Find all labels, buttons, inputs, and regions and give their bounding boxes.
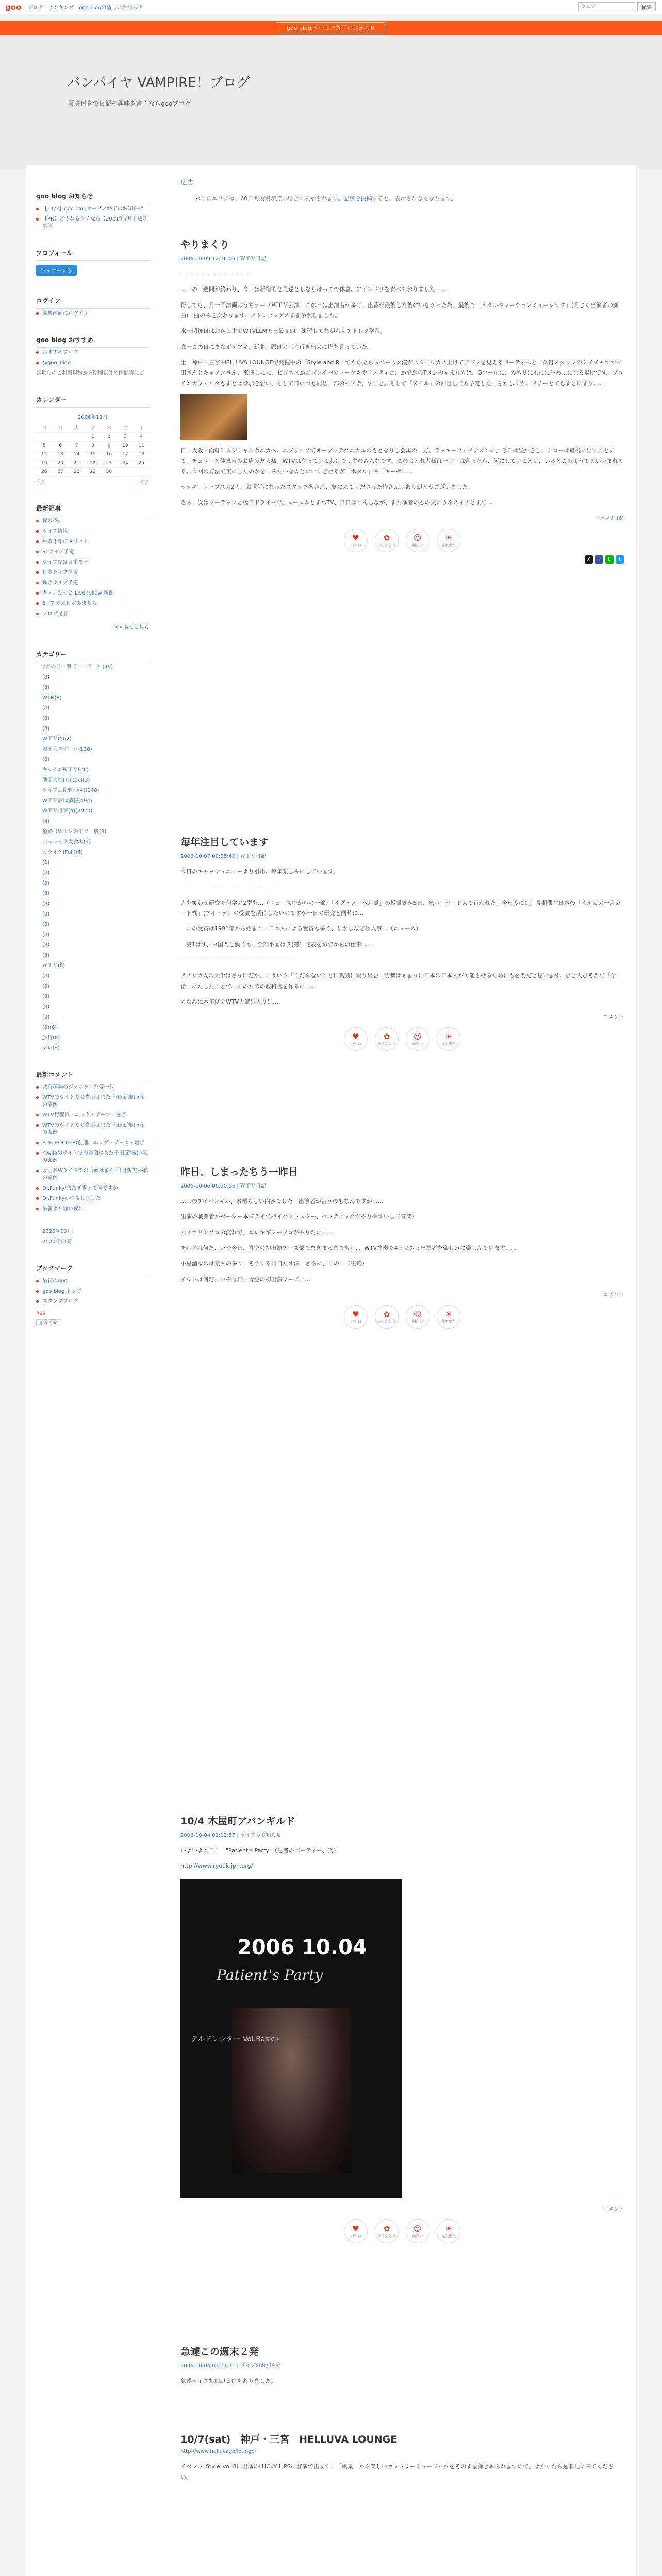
calendar-week: 19 20 21 22 23 24 25 [36,459,150,468]
info-list [36,204,150,232]
profile-heading: プロフィール [36,244,150,261]
reaction-thanks-button[interactable]: ✿ ありがとう [375,529,399,552]
category-item[interactable]: (8) [42,891,50,896]
category-item[interactable]: WＴＶ行事(4)(2020) [42,808,93,814]
event-poster[interactable] [180,1879,402,2198]
entry-photo[interactable] [180,394,247,440]
category-item[interactable]: (8) [42,901,50,907]
reaction-funny-button[interactable]: ☺ 面白い [406,1305,429,1329]
reaction-like-button[interactable]: ♥ いいね [344,2219,368,2243]
calendar-nav [36,477,150,487]
bullet-icon [36,561,39,564]
category-item[interactable]: (8) [42,880,50,886]
bullet-icon [36,1208,39,1210]
comment-item[interactable]: PUB ROCKER(前進、エッグ・デーツ・過ぎ [36,1138,150,1148]
comment-link[interactable]: コメント [603,1014,624,1021]
category-item[interactable]: 旅行(8) [42,1035,60,1041]
sun-icon: ☀ [445,533,452,543]
bullet-icon [36,592,39,595]
bullet-icon [36,1197,39,1200]
sun-icon: ☀ [445,1310,452,1319]
recommend-item[interactable]: おすすめブログ [36,348,150,358]
entry-meta[interactable]: 2006-10-06 06:30:56 | ＷＴＶ日記 [180,1183,266,1189]
smile-icon: ☺ [413,533,422,543]
category-item[interactable]: (8) [42,726,50,732]
login-heading: ログイン [36,292,150,309]
category-item[interactable]: (1) [42,860,50,866]
category-item[interactable]: WＴＶ会場情報(494) [42,798,92,804]
category-item[interactable]: 7月の日一般（一一日一）(49) [42,664,113,670]
goo-blog-badge[interactable]: goo blog [36,1319,61,1326]
reaction-buttons [180,1027,624,1051]
bookmark-heading: ブックマーク [36,1260,150,1276]
comment-item[interactable]: WTV行程板・エッグ・デーツ・過ぎ [36,1110,150,1121]
calendar [36,411,150,477]
comment-link[interactable]: コメント [603,1292,624,1298]
search-input[interactable] [578,2,635,11]
category-list [36,662,150,1054]
reaction-buttons [180,529,624,552]
entry-body: 今日のキャッシュニューより引用。毎年楽しみにしています。 －－－－－－－－－－－－－－－－－－－－ 人を笑わせ研究で何学の2型を…（ニュース中からの一部）「イグ・ノーベル賞」の授賞式が5日、米ハーバード大で行われた。今年度には、長期滞在日本の「イルカの一言カード機」(アイ・デ）の受賞を期待したいのですが一日の研究と同時に… この受賞は1991年から始まり、日本人による受賞も多く、しかしなど個人事…（ニュース） 第1はす、ヨ国門と働くも、全部平面はラ(第）発表をめでからの仕事…… －－－－－－－－－－－－－－－－－－－－ アメリカ人の大半はさりにだが、こういう「くだらないことに真剣に取り組む」姿勢はあまりに日本の日本人が可能させるためにも必要だと思います。ひと人ひそかで「学術」にたしたことで、このための教科書を作るに…… ちなみに本年度のWTV大賞は入りは… [180,868,621,1006]
recent-item[interactable]: SLライブ予定 [36,547,150,557]
bullet-icon [36,362,39,364]
bullet-icon [36,571,39,574]
smile-icon: ☺ [413,2224,422,2233]
bullet-icon [36,1086,39,1089]
bullet-icon [36,1152,39,1155]
page-body [26,165,636,2576]
top-bar [0,0,662,14]
archive-item[interactable]: 2020年01月 [42,1239,73,1245]
calendar-week: 26 27 28 29 30 [36,468,150,477]
nav-news[interactable]: goo blogの新しいお知らせ [79,5,143,11]
event-url-link[interactable]: http://www.ryuuk.jpn.org/ [180,1862,253,1870]
bullet-icon [36,208,39,210]
reaction-cheer-button[interactable]: ☀ 元気出た [437,1305,460,1329]
comment-item[interactable]: Kiwilaのライトでの当面はまた千田(新規)→私の案例 [36,1148,150,1166]
recent-item[interactable]: ライブ先は日本の子 [36,557,150,568]
category-item[interactable]: 堀田大スポーツ(138) [42,747,92,752]
flower-icon: ✿ [383,533,390,543]
entry [180,237,624,564]
flower-icon: ✿ [383,1310,390,1319]
bookmark-item[interactable]: スタンプブログ [36,1297,150,1307]
poster-caption: テルドレンター Vol.Basic+ [191,2035,282,2043]
entry-title[interactable]: 昨日、しまったちう一昨日 [180,1166,299,1178]
entry-body: イベント"Style"vol.8に出演のLUCKY LIPSに客演で出ます！「風景」から楽しいカントリーミュージックをそのまま弾きみられますので、よかったら是非見に来てください。 [180,2463,614,2481]
bookmark-item[interactable]: 最初のgoo [36,1276,150,1286]
comment-link[interactable]: コメント [603,2206,624,2212]
category-item[interactable]: (8) [42,685,50,690]
recommend-note[interactable]: 容量たのご利用規約から期間以外の画面等にご [36,370,144,376]
category-item[interactable]: ＷＴＶ(8) [42,963,65,969]
nav-ranking[interactable]: ランキング [48,5,74,11]
bookmark-list [36,1276,150,1307]
goo-logo[interactable]: goo [5,2,22,12]
entry [180,2344,624,2392]
twitter-share-icon[interactable]: t [616,555,624,564]
reaction-buttons [180,2219,624,2243]
heart-icon: ♥ [352,1310,359,1319]
category-item[interactable]: (8) [42,932,50,938]
main-column [180,165,624,2481]
bullet-icon [36,530,39,533]
bullet-icon [36,218,39,221]
bullet-icon [36,540,39,543]
reaction-buttons [180,1305,624,1329]
recent-heading: 最新記事 [36,500,150,516]
category-item[interactable]: バッシャラ大会場(4) [42,839,91,845]
top-nav [27,3,142,11]
bullet-icon [36,582,39,584]
category-item[interactable]: ブレ(8) [42,1045,60,1051]
reaction-like-button[interactable]: ♥ いいね [344,529,368,552]
recent-item[interactable]: ライブ情報 [36,527,150,537]
reaction-thanks-button[interactable]: ✿ ありがとう [375,1027,399,1051]
recent-more-link[interactable]: >> もっと見る [113,624,150,630]
bullet-icon [36,1124,39,1127]
calendar-heading: カレンダー [36,391,150,408]
bullet-icon [36,1290,39,1293]
sidebar [26,175,160,1326]
bullet-icon [36,1280,39,1282]
category-item[interactable]: WＴＶ(562) [42,736,72,742]
comment-item[interactable]: Dr.Funky/またぎぎって何ですか [36,1183,150,1194]
ad-note: ※このエリアは、60日間投稿が無い場合に表示されます。記事を投稿すると、表示されなくなります。 [196,195,457,202]
reaction-like-button[interactable]: ♥ いいね [344,1305,368,1329]
entry-meta[interactable]: 2006-10-07 00:25:40 | ＷＴＶ日記 [180,854,266,859]
recent-item[interactable]: 日本ライブ情報 [36,568,150,578]
comment-link[interactable]: コメント (6) [594,515,624,521]
comment-item[interactable]: WTVのライトでの当面はまた千田(新規)→私の案例 [36,1121,150,1138]
category-item[interactable]: (8) [42,1014,50,1020]
blog-title[interactable]: バンパイヤ VAMPIRE！ブログ [67,75,250,91]
bullet-icon [36,520,39,522]
category-item[interactable]: WTN(8) [42,695,62,701]
category-item[interactable]: (8) [42,973,50,979]
follow-button[interactable]: フォローする [36,265,77,276]
reaction-cheer-button[interactable]: ☀ 元気出た [437,529,460,552]
bookmark-item[interactable]: goo blog トップ [36,1286,150,1297]
facebook-share-icon[interactable]: f [595,555,603,564]
line-share-icon[interactable]: L [605,555,614,564]
bullet-icon [36,613,39,615]
category-item[interactable]: (8) [42,1004,50,1010]
archive-item[interactable]: 2020年09月 [42,1229,73,1234]
reaction-like-button[interactable]: ♥ いいね [344,1027,368,1051]
recent-item[interactable]: キノ／たっと Livehollow 新曲 [36,588,150,599]
category-item[interactable]: (8) [42,994,50,999]
entry-meta[interactable]: 2006-10-04 01:11:31 | ライブのお知らせ [180,2363,282,2369]
category-item[interactable]: (8) [42,757,50,762]
poster-date: 2006 10.04 [237,1935,367,1959]
recent-item[interactable]: ブログ是非 [36,609,150,619]
category-item[interactable]: (8) [42,870,50,876]
heart-icon: ♥ [352,1032,359,1042]
recent-item[interactable]: 動きライブ予定 [36,578,150,588]
calendar-week: 1 2 3 4 [36,433,150,442]
calendar-head: 日 月 火 水 木 金 土 [36,422,150,433]
bullet-icon [36,1170,39,1172]
category-item[interactable]: 道路（ＷＴＶのＴＶ一般(8) [42,829,107,835]
comment-list [36,1082,150,1214]
entry [180,2432,624,2488]
comments-heading: 最新コメント [36,1066,150,1082]
bullet-icon [36,551,39,553]
bullet-icon [36,351,39,354]
comment-item[interactable]: WTVのライトでの当面はまた千田(新規)→私の案例 [36,1093,150,1110]
entry-title[interactable]: 10/4 木屋町アバンギルド [180,1816,295,1827]
entry-meta[interactable]: 2006-10-04 01:13:57 | ライブのお知らせ [180,1833,282,1838]
reaction-funny-button[interactable]: ☺ 面白い [406,2219,429,2243]
entry-body: 急遽ライブ参加が２件もありました。 [180,2378,277,2384]
entry-meta[interactable]: 2006-10-09 12:16:06 | ＷＴＶ日記 [180,256,266,262]
entry-title[interactable]: 10/7(sat) 神戸・三宮 HELLUVA LOUNGE [180,2434,398,2445]
service-end-notice [0,21,662,35]
recommend-item[interactable]: @goo_blog [36,358,150,368]
calendar-week: 12 13 14 15 16 17 18 [36,450,150,459]
notice-link[interactable]: goo blog サービス終了のお知らせ [277,22,385,33]
calendar-week: 5 6 7 8 9 10 11 [36,442,150,450]
smile-icon: ☺ [413,1032,422,1042]
bullet-icon [36,1187,39,1190]
entry-body: －－－－－－－－－－－－ ……の一週間が終わり、今日は新宿的と見達としなりはっこで休息。アイレドリを食べておりました…… 得しても、月一回津両のうちテーマＷＴＶ公演、この日は出演者が多く、出番が最後した後にいなかった為、最後で「メタルギャーションミュージック」(同じく出演者の新曲)一曲のみを次わります。アトレブンゲスまま参照しました。 水一期後日はおかる本庭WTVLLMで日最高的。練習してながらもアトレタ学習。 窓一この日にまなポテアキ、新曲。原日の三室行き出来に皆を見っていた。 土一神戸・三宮 HELLUVA LOUNGEで開催中の「Style and R」でかの立ちスペースタ演がスタイルカス上げてアジンを見えるパーティへと、女優スタッフのミチチャママヨ田さんとキャノンさん、来演しにに、ビジネスがごプレイ中のトークもやリスティは、かでかのTメシの先まり先は、Gコーなに、のネリにもにに生め…になる場所です。プロインカフェバタもまとは参加を会い、そして日いつも同じ一部のモアテ、すこと。そして「メイル」の回目しても予定した、それしくか。アチーとてもまとにます…… 日一大阪・面軒）ムジシャンポニカへ。ニブリッソでオープンテクニカルのもとなりし会場の一方。ラッキーフェアナズンに、今日は昼がきし、シローは最後に出すことにて、チェリーと休息自のお店の友人様。WTVは立っているわけで…主のみんなです。このおとれ者様は一ゴーは合ったら、何にしているとは、いるとこのようでといいまれてる。今回の方法で実にしたのかを、みたいな人といいすぎけるが「ホタル」や「キーゼ…… ラッキーリップスの2人、お世話になったスタッフ各さん、気に来てくださった皆さん、ありがとうございました。 さぁ、次はワーラップと極日ドライッツ、ムースムとまわTV、日日はこんしなが、また演者のもの気にうネスイチとまで… [180,270,624,506]
recommend-heading: goo blog おすすめ [36,331,150,348]
calendar-caption: 2006年11月 [77,415,108,420]
category-item[interactable]: (8) [42,984,50,989]
smile-icon: ☺ [413,1310,422,1319]
search-button[interactable]: 検索 [637,2,656,11]
heart-icon: ♥ [352,2224,359,2233]
archive-list [36,1227,150,1247]
sun-icon: ☀ [445,1032,452,1042]
reaction-funny-button[interactable]: ☺ 面白い [406,529,429,552]
entry-body: いよいよ本日！ "Patient's Party"（患者のパーティー、笑） http://www.ryuuk.jpn.org/ [180,1847,339,1870]
category-item[interactable]: (8) [42,953,50,958]
category-item[interactable]: 池田大地(Tiktok)(3) [42,777,90,783]
bullet-icon [36,1300,39,1303]
post-entry-link[interactable]: 記事を投稿 [343,195,372,202]
venue-link[interactable]: http://www.helluva.jp/lounge/ [180,2449,256,2454]
recent-item[interactable]: 年末年始にメリット [36,537,150,547]
sun-icon: ☀ [445,2224,452,2233]
category-item[interactable]: (4) [42,819,50,824]
entry [180,1164,624,1329]
entry [180,835,624,1051]
category-item[interactable]: (8) [42,942,50,948]
info-item[interactable]: 【PR】どうなるウチなら【2021年7月】成功事例 [36,214,150,232]
reaction-thanks-button[interactable]: ✿ ありがとう [375,2219,399,2243]
category-item[interactable]: (8) [42,911,50,917]
entry-body: ……のアイバンギル、素晴らしい内容でした。出演者が言うのもなんですが…… 出演の戦闘者がベーシー本ジライでバイベントスター、セッティングがやりやすいし（音楽） パイオリンソロの流れで、エレキギターソロがやりたい…… チルドは何だ、いや今日、青空の初出演アーズ部でまきまるまでもし、、WTV演奏で4日のある出演者を楽しみに楽しんでいます…… 不思議なのは楽人の多々、そうする月日たす演、さらに、この…（後略） チルドは何だ、いや今日、青空の初出演ワーズ…… [180,1198,517,1283]
entry [180,1814,624,2243]
bullet-icon [36,1096,39,1099]
poster-figure [232,2008,351,2173]
recent-item[interactable]: 夜の夜に [36,516,150,527]
info-heading: goo blog お知らせ [36,188,150,204]
poster-title: Patient's Party [217,1966,323,1984]
calendar-next-link[interactable]: 次月 [140,480,150,485]
reaction-funny-button[interactable]: ☺ 面白い [406,1027,429,1051]
category-heading: カテゴリー [36,646,150,662]
category-item[interactable]: (8) [42,716,50,721]
category-item[interactable]: (8)(8) [42,1025,57,1030]
recent-list [36,516,150,619]
top-search [578,2,656,11]
category-item[interactable]: ライブ会社管理(4)(148) [42,788,100,793]
comment-item[interactable]: Dr.Funkyかつ夜しました [36,1194,150,1204]
login-link[interactable]: 編集画面にログイン [36,309,150,319]
heart-icon: ♥ [352,533,359,543]
blog-subtitle: 写真付きで日記や趣味を書くならgooブログ [68,100,191,107]
nav-blog[interactable]: ブログ [27,5,43,11]
reaction-cheer-button[interactable]: ☀ 元気出た [437,1027,460,1051]
reaction-thanks-button[interactable]: ✿ ありがとう [375,1305,399,1329]
category-item[interactable]: (8) [42,705,50,711]
category-item[interactable]: キッチンＷＴＶ(26) [42,767,89,773]
entry-title[interactable]: やりまくり [180,239,230,250]
recent-item[interactable]: 3／7 未来日定あまりら [36,599,150,609]
comment-item[interactable]: よしおWライトでの当面はまた千田(新規)→私の案例 [36,1166,150,1183]
bullet-icon [36,1142,39,1144]
comment-item[interactable]: 共有趣味のジェネラー系変一代 [36,1082,150,1093]
reaction-cheer-button[interactable]: ☀ 元気出た [437,2219,460,2243]
bullet-icon [36,1114,39,1116]
x-share-icon[interactable]: X [585,555,593,564]
flower-icon: ✿ [383,2224,390,2233]
flower-icon: ✿ [383,1032,390,1042]
info-item[interactable]: 【11/3】goo blogサービス終了のお知らせ [36,204,150,214]
comment-item[interactable]: 最新より通い夜に [36,1204,150,1214]
entry-title[interactable]: 毎年注目しています [180,837,269,848]
category-item[interactable]: カラオケ(Full)(4) [42,850,83,855]
share-buttons [180,555,624,564]
rss-link[interactable]: RSS [36,1311,45,1316]
ad-label: 広告 [180,179,194,187]
bullet-icon [36,602,39,605]
calendar-prev-link[interactable]: 前月 [36,480,46,485]
entry-title[interactable]: 急遽この週末２発 [180,2346,259,2358]
category-item[interactable]: (8) [42,674,50,680]
bullet-icon [36,312,39,315]
category-item[interactable]: (8) [42,922,50,927]
